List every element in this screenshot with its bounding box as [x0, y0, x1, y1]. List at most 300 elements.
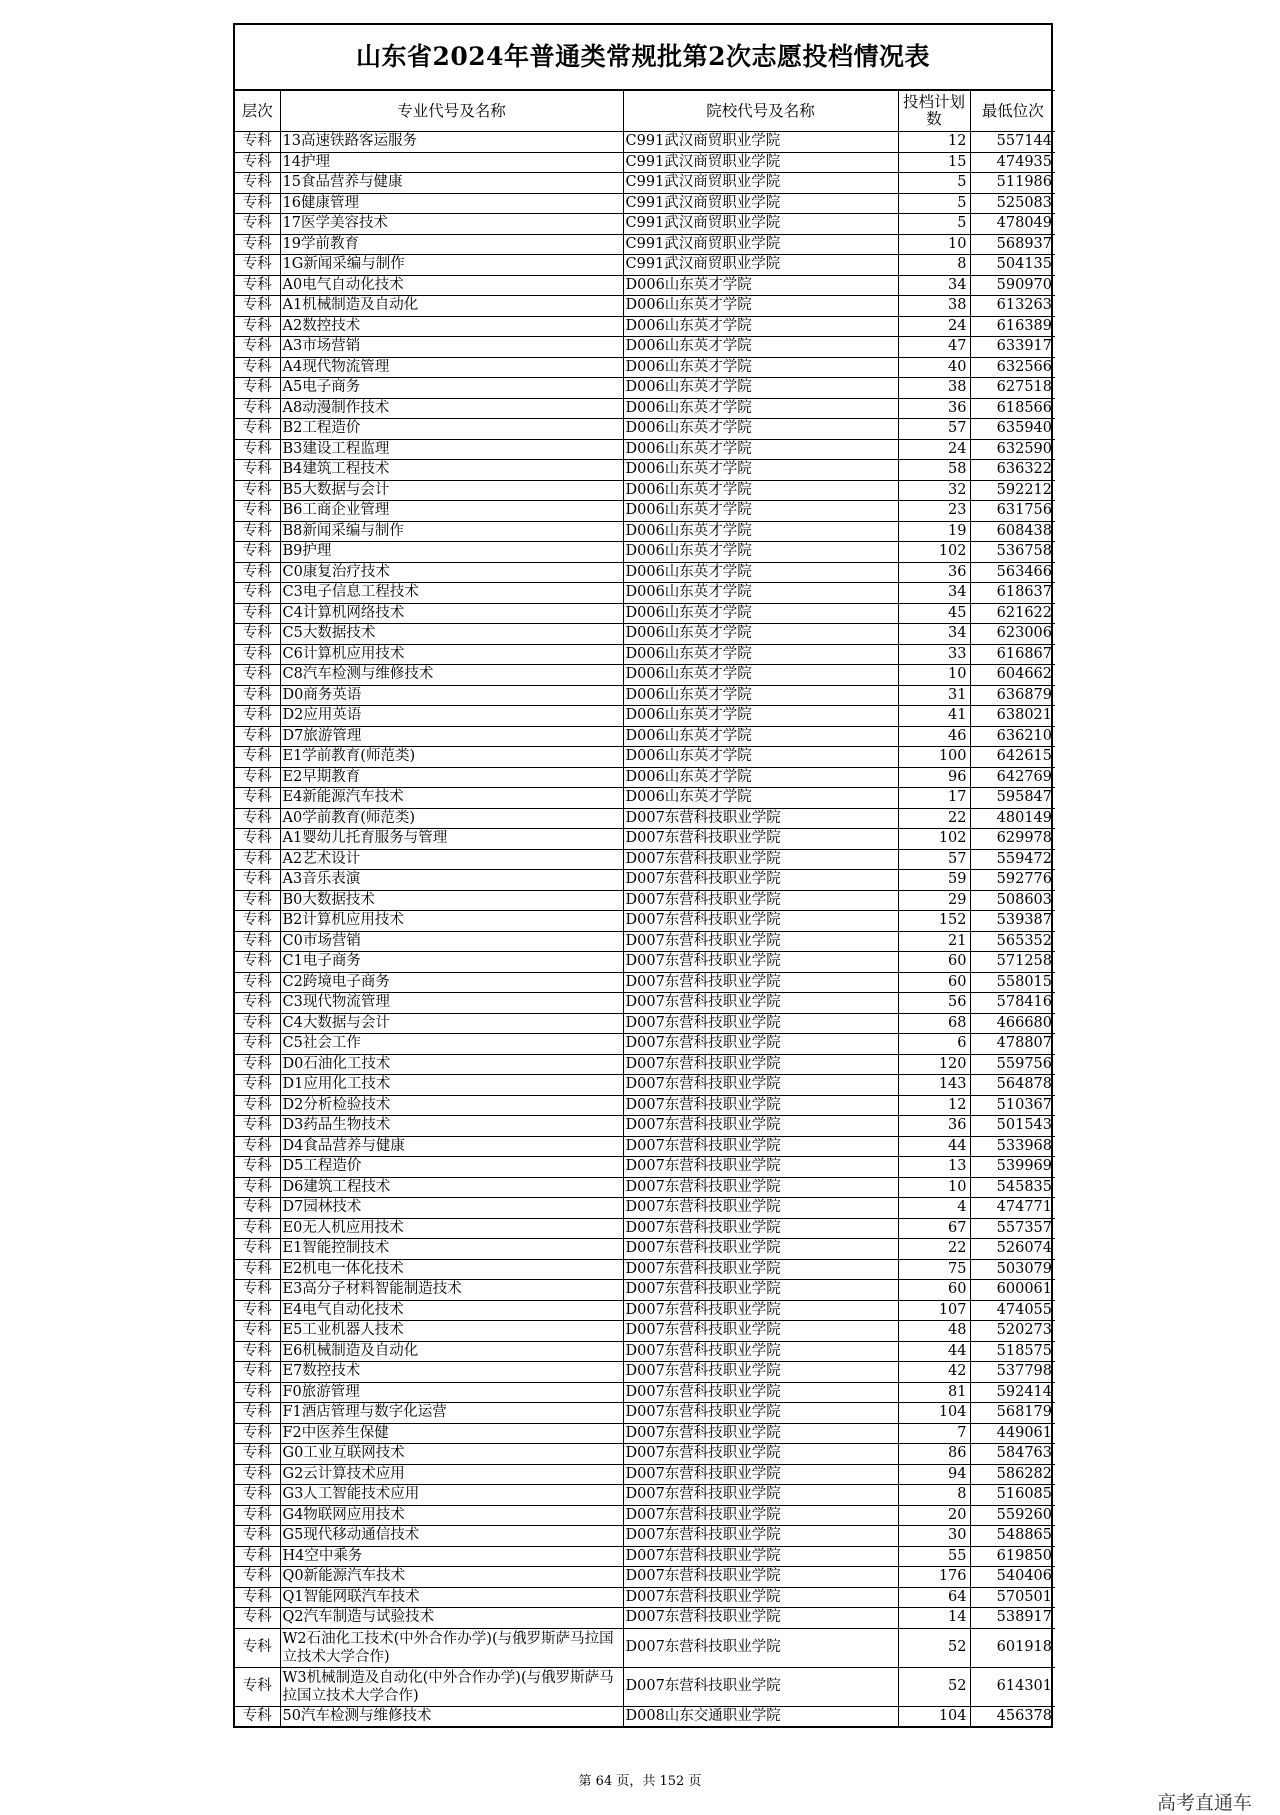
cell-level: 专科	[235, 993, 280, 1014]
cell-plan-count: 29	[898, 890, 970, 911]
cell-school: D006山东英才学院	[623, 767, 898, 788]
table-row	[235, 665, 1055, 686]
cell-plan-count: 36	[898, 1116, 970, 1137]
cell-school: D006山东英才学院	[623, 378, 898, 399]
cell-major: 16健康管理	[280, 193, 623, 214]
cell-min-rank: 520273	[970, 1321, 1055, 1342]
cell-plan-count: 176	[898, 1567, 970, 1588]
table-body	[235, 132, 1055, 1727]
table-row	[235, 501, 1055, 522]
cell-plan-count: 67	[898, 1218, 970, 1239]
cell-plan-count: 52	[898, 1667, 970, 1706]
cell-min-rank: 613263	[970, 296, 1055, 317]
cell-school: D006山东英才学院	[623, 665, 898, 686]
cell-major: D1应用化工技术	[280, 1075, 623, 1096]
cell-level: 专科	[235, 624, 280, 645]
cell-level: 专科	[235, 1013, 280, 1034]
cell-min-rank: 474771	[970, 1198, 1055, 1219]
table-row	[235, 1667, 1055, 1706]
cell-min-rank: 642615	[970, 747, 1055, 768]
cell-level: 专科	[235, 255, 280, 276]
cell-school: D006山东英才学院	[623, 644, 898, 665]
cell-min-rank: 539969	[970, 1157, 1055, 1178]
cell-major: C3电子信息工程技术	[280, 583, 623, 604]
table-row	[235, 870, 1055, 891]
cell-min-rank: 480149	[970, 808, 1055, 829]
cell-plan-count: 102	[898, 542, 970, 563]
cell-plan-count: 10	[898, 665, 970, 686]
cell-major: 15食品营养与健康	[280, 173, 623, 194]
cell-level: 专科	[235, 316, 280, 337]
cell-plan-count: 19	[898, 521, 970, 542]
table-row	[235, 1259, 1055, 1280]
cell-min-rank: 636210	[970, 726, 1055, 747]
cell-major: F0旅游管理	[280, 1382, 623, 1403]
cell-plan-count: 42	[898, 1362, 970, 1383]
cell-plan-count: 48	[898, 1321, 970, 1342]
cell-min-rank: 636879	[970, 685, 1055, 706]
cell-school: D006山东英才学院	[623, 480, 898, 501]
cell-min-rank: 478807	[970, 1034, 1055, 1055]
table-row	[235, 911, 1055, 932]
table-row	[235, 173, 1055, 194]
cell-school: D007东营科技职业学院	[623, 1485, 898, 1506]
cell-level: 专科	[235, 480, 280, 501]
table-row	[235, 439, 1055, 460]
cell-school: D007东营科技职业学院	[623, 1013, 898, 1034]
cell-plan-count: 14	[898, 1608, 970, 1629]
cell-min-rank: 558015	[970, 972, 1055, 993]
cell-plan-count: 100	[898, 747, 970, 768]
cell-plan-count: 34	[898, 624, 970, 645]
cell-plan-count: 21	[898, 931, 970, 952]
table-row	[235, 316, 1055, 337]
cell-min-rank: 623006	[970, 624, 1055, 645]
cell-level: 专科	[235, 398, 280, 419]
table-row	[235, 644, 1055, 665]
cell-plan-count: 60	[898, 972, 970, 993]
table-row	[235, 193, 1055, 214]
cell-major: D3药品生物技术	[280, 1116, 623, 1137]
cell-major: D5工程造价	[280, 1157, 623, 1178]
cell-min-rank: 578416	[970, 993, 1055, 1014]
cell-level: 专科	[235, 788, 280, 809]
cell-major: 50汽车检测与维修技术	[280, 1706, 623, 1726]
cell-school: D006山东英才学院	[623, 603, 898, 624]
table-row	[235, 706, 1055, 727]
cell-level: 专科	[235, 378, 280, 399]
cell-min-rank: 478049	[970, 214, 1055, 235]
table-row	[235, 132, 1055, 153]
cell-plan-count: 104	[898, 1706, 970, 1726]
cell-min-rank: 595847	[970, 788, 1055, 809]
table-row	[235, 1403, 1055, 1424]
cell-min-rank: 616389	[970, 316, 1055, 337]
cell-level: 专科	[235, 1628, 280, 1667]
cell-plan-count: 60	[898, 1280, 970, 1301]
cell-plan-count: 143	[898, 1075, 970, 1096]
cell-min-rank: 559756	[970, 1054, 1055, 1075]
cell-level: 专科	[235, 747, 280, 768]
cell-school: D007东营科技职业学院	[623, 911, 898, 932]
table-row	[235, 1095, 1055, 1116]
cell-plan-count: 107	[898, 1300, 970, 1321]
cell-min-rank: 545835	[970, 1177, 1055, 1198]
table-row	[235, 583, 1055, 604]
cell-school: D007东营科技职业学院	[623, 993, 898, 1014]
cell-plan-count: 94	[898, 1464, 970, 1485]
cell-plan-count: 15	[898, 152, 970, 173]
cell-plan-count: 44	[898, 1136, 970, 1157]
table-row	[235, 952, 1055, 973]
cell-min-rank: 501543	[970, 1116, 1055, 1137]
cell-level: 专科	[235, 1075, 280, 1096]
cell-major: B2工程造价	[280, 419, 623, 440]
cell-plan-count: 45	[898, 603, 970, 624]
cell-plan-count: 34	[898, 583, 970, 604]
cell-min-rank: 537798	[970, 1362, 1055, 1383]
cell-major: B8新闻采编与制作	[280, 521, 623, 542]
cell-school: D007东营科技职业学院	[623, 1505, 898, 1526]
cell-major: 17医学美容技术	[280, 214, 623, 235]
cell-level: 专科	[235, 1198, 280, 1219]
cell-level: 专科	[235, 439, 280, 460]
cell-min-rank: 557357	[970, 1218, 1055, 1239]
cell-level: 专科	[235, 1567, 280, 1588]
cell-level: 专科	[235, 132, 280, 153]
cell-major: 14护理	[280, 152, 623, 173]
cell-school: D006山东英才学院	[623, 296, 898, 317]
cell-min-rank: 619850	[970, 1546, 1055, 1567]
cell-major: C4大数据与会计	[280, 1013, 623, 1034]
cell-major: C4计算机网络技术	[280, 603, 623, 624]
cell-major: A2艺术设计	[280, 849, 623, 870]
cell-major: E5工业机器人技术	[280, 1321, 623, 1342]
cell-level: 专科	[235, 1321, 280, 1342]
cell-plan-count: 31	[898, 685, 970, 706]
cell-plan-count: 64	[898, 1587, 970, 1608]
cell-plan-count: 96	[898, 767, 970, 788]
cell-major: A3市场营销	[280, 337, 623, 358]
table-row	[235, 1300, 1055, 1321]
table-row	[235, 1034, 1055, 1055]
table-row	[235, 767, 1055, 788]
cell-plan-count: 8	[898, 1485, 970, 1506]
cell-school: D006山东英才学院	[623, 357, 898, 378]
cell-min-rank: 504135	[970, 255, 1055, 276]
cell-major: C5大数据技术	[280, 624, 623, 645]
cell-plan-count: 13	[898, 1157, 970, 1178]
cell-major: E2机电一体化技术	[280, 1259, 623, 1280]
cell-level: 专科	[235, 1505, 280, 1526]
cell-plan-count: 12	[898, 1095, 970, 1116]
cell-school: D007东营科技职业学院	[623, 1075, 898, 1096]
cell-min-rank: 508603	[970, 890, 1055, 911]
cell-school: D006山东英才学院	[623, 562, 898, 583]
table-row	[235, 296, 1055, 317]
cell-school: C991武汉商贸职业学院	[623, 214, 898, 235]
cell-major: B3建设工程监理	[280, 439, 623, 460]
cell-major: B5大数据与会计	[280, 480, 623, 501]
cell-level: 专科	[235, 972, 280, 993]
table-row	[235, 808, 1055, 829]
cell-school: D007东营科技职业学院	[623, 1280, 898, 1301]
cell-level: 专科	[235, 173, 280, 194]
cell-major: W3机械制造及自动化(中外合作办学)(与俄罗斯萨马拉国立技术大学合作)	[280, 1667, 623, 1706]
cell-major: E1智能控制技术	[280, 1239, 623, 1260]
cell-major: B2计算机应用技术	[280, 911, 623, 932]
cell-plan-count: 36	[898, 398, 970, 419]
cell-min-rank: 642769	[970, 767, 1055, 788]
cell-school: D007东营科技职业学院	[623, 1667, 898, 1706]
cell-school: D007东营科技职业学院	[623, 1526, 898, 1547]
cell-school: C991武汉商贸职业学院	[623, 234, 898, 255]
cell-school: D007东营科技职业学院	[623, 1218, 898, 1239]
cell-level: 专科	[235, 1403, 280, 1424]
cell-major: D2应用英语	[280, 706, 623, 727]
cell-major: F2中医养生保健	[280, 1423, 623, 1444]
cell-major: B9护理	[280, 542, 623, 563]
cell-min-rank: 635940	[970, 419, 1055, 440]
cell-level: 专科	[235, 542, 280, 563]
cell-major: B0大数据技术	[280, 890, 623, 911]
cell-plan-count: 86	[898, 1444, 970, 1465]
table-row	[235, 1280, 1055, 1301]
cell-major: C2跨境电子商务	[280, 972, 623, 993]
cell-min-rank: 629978	[970, 829, 1055, 850]
cell-major: C5社会工作	[280, 1034, 623, 1055]
cell-school: D007东营科技职业学院	[623, 1259, 898, 1280]
cell-school: D006山东英才学院	[623, 275, 898, 296]
cell-major: H4空中乘务	[280, 1546, 623, 1567]
cell-school: D007东营科技职业学院	[623, 1587, 898, 1608]
table-row	[235, 849, 1055, 870]
table-row	[235, 931, 1055, 952]
cell-min-rank: 608438	[970, 521, 1055, 542]
table-row	[235, 1341, 1055, 1362]
table-row	[235, 152, 1055, 173]
cell-school: D007东营科技职业学院	[623, 1362, 898, 1383]
cell-major: C0市场营销	[280, 931, 623, 952]
page-footer: 第 64 页，共 152 页	[578, 1774, 702, 1789]
cell-school: D006山东英才学院	[623, 583, 898, 604]
cell-major: E3高分子材料智能制造技术	[280, 1280, 623, 1301]
cell-major: D0商务英语	[280, 685, 623, 706]
cell-school: D006山东英才学院	[623, 501, 898, 522]
cell-major: D7旅游管理	[280, 726, 623, 747]
cell-school: D006山东英才学院	[623, 337, 898, 358]
cell-school: D007东营科技职业学院	[623, 972, 898, 993]
cell-major: D2分析检验技术	[280, 1095, 623, 1116]
cell-min-rank: 503079	[970, 1259, 1055, 1280]
cell-school: D007东营科技职业学院	[623, 1628, 898, 1667]
cell-major: E6机械制造及自动化	[280, 1341, 623, 1362]
cell-school: D006山东英才学院	[623, 316, 898, 337]
table-row	[235, 1136, 1055, 1157]
cell-plan-count: 22	[898, 1239, 970, 1260]
header-min-rank: 最低位次	[970, 91, 1055, 132]
cell-level: 专科	[235, 1177, 280, 1198]
cell-major: C8汽车检测与维修技术	[280, 665, 623, 686]
cell-major: C1电子商务	[280, 952, 623, 973]
table-row	[235, 1198, 1055, 1219]
cell-plan-count: 33	[898, 644, 970, 665]
cell-plan-count: 55	[898, 1546, 970, 1567]
cell-school: D007东营科技职业学院	[623, 952, 898, 973]
cell-major: E2早期教育	[280, 767, 623, 788]
cell-major: Q1智能网联汽车技术	[280, 1587, 623, 1608]
cell-min-rank: 533968	[970, 1136, 1055, 1157]
cell-major: A4现代物流管理	[280, 357, 623, 378]
cell-level: 专科	[235, 501, 280, 522]
cell-min-rank: 621622	[970, 603, 1055, 624]
cell-level: 专科	[235, 1280, 280, 1301]
cell-plan-count: 10	[898, 234, 970, 255]
cell-min-rank: 586282	[970, 1464, 1055, 1485]
table-row	[235, 1628, 1055, 1667]
cell-school: D007东营科技职业学院	[623, 1608, 898, 1629]
table-row	[235, 542, 1055, 563]
table-row	[235, 1075, 1055, 1096]
cell-school: D006山东英才学院	[623, 624, 898, 645]
cell-level: 专科	[235, 726, 280, 747]
cell-plan-count: 52	[898, 1628, 970, 1667]
cell-plan-count: 104	[898, 1403, 970, 1424]
cell-min-rank: 636322	[970, 460, 1055, 481]
cell-min-rank: 474935	[970, 152, 1055, 173]
table-row	[235, 1423, 1055, 1444]
cell-min-rank: 474055	[970, 1300, 1055, 1321]
cell-plan-count: 57	[898, 419, 970, 440]
cell-school: D007东营科技职业学院	[623, 1177, 898, 1198]
cell-level: 专科	[235, 1667, 280, 1706]
cell-major: W2石油化工技术(中外合作办学)(与俄罗斯萨马拉国立技术大学合作)	[280, 1628, 623, 1667]
table-row	[235, 562, 1055, 583]
page-title: 山东省2024年普通类常规批第2次志愿投档情况表	[235, 25, 1051, 90]
table-row	[235, 255, 1055, 276]
cell-min-rank: 564878	[970, 1075, 1055, 1096]
cell-school: D006山东英才学院	[623, 521, 898, 542]
cell-level: 专科	[235, 1464, 280, 1485]
cell-plan-count: 22	[898, 808, 970, 829]
cell-major: E4新能源汽车技术	[280, 788, 623, 809]
cell-major: A8动漫制作技术	[280, 398, 623, 419]
table-row	[235, 214, 1055, 235]
cell-plan-count: 56	[898, 993, 970, 1014]
table-row	[235, 234, 1055, 255]
cell-major: E4电气自动化技术	[280, 1300, 623, 1321]
cell-level: 专科	[235, 275, 280, 296]
cell-level: 专科	[235, 1587, 280, 1608]
cell-min-rank: 571258	[970, 952, 1055, 973]
cell-plan-count: 38	[898, 378, 970, 399]
cell-plan-count: 59	[898, 870, 970, 891]
cell-plan-count: 7	[898, 1423, 970, 1444]
cell-school: D006山东英才学院	[623, 460, 898, 481]
cell-plan-count: 20	[898, 1505, 970, 1526]
cell-school: D007东营科技职业学院	[623, 1403, 898, 1424]
cell-min-rank: 565352	[970, 931, 1055, 952]
cell-min-rank: 536758	[970, 542, 1055, 563]
table-row	[235, 1382, 1055, 1403]
cell-major: D7园林技术	[280, 1198, 623, 1219]
cell-plan-count: 32	[898, 480, 970, 501]
cell-school: D007东营科技职业学院	[623, 1239, 898, 1260]
cell-level: 专科	[235, 1423, 280, 1444]
table-row	[235, 726, 1055, 747]
cell-min-rank: 584763	[970, 1444, 1055, 1465]
cell-level: 专科	[235, 1362, 280, 1383]
cell-major: A0学前教育(师范类)	[280, 808, 623, 829]
cell-school: D006山东英才学院	[623, 726, 898, 747]
table-row	[235, 890, 1055, 911]
table-row	[235, 1218, 1055, 1239]
cell-level: 专科	[235, 952, 280, 973]
cell-plan-count: 12	[898, 132, 970, 153]
cell-plan-count: 8	[898, 255, 970, 276]
table-header-row	[235, 91, 1055, 132]
table-row	[235, 1362, 1055, 1383]
cell-min-rank: 456378	[970, 1706, 1055, 1726]
table-row	[235, 1444, 1055, 1465]
cell-school: D007东营科技职业学院	[623, 1157, 898, 1178]
table-row	[235, 460, 1055, 481]
table-row	[235, 1464, 1055, 1485]
cell-school: C991武汉商贸职业学院	[623, 255, 898, 276]
cell-major: G2云计算技术应用	[280, 1464, 623, 1485]
cell-min-rank: 632566	[970, 357, 1055, 378]
cell-level: 专科	[235, 1706, 280, 1726]
cell-school: C991武汉商贸职业学院	[623, 193, 898, 214]
cell-major: G0工业互联网技术	[280, 1444, 623, 1465]
cell-min-rank: 638021	[970, 706, 1055, 727]
cell-plan-count: 152	[898, 911, 970, 932]
table-row	[235, 1485, 1055, 1506]
header-major: 专业代号及名称	[280, 91, 623, 132]
cell-min-rank: 516085	[970, 1485, 1055, 1506]
cell-level: 专科	[235, 460, 280, 481]
cell-major: E0无人机应用技术	[280, 1218, 623, 1239]
admission-table-sheet	[233, 23, 1053, 1728]
cell-min-rank: 563466	[970, 562, 1055, 583]
table-row	[235, 972, 1055, 993]
cell-min-rank: 559260	[970, 1505, 1055, 1526]
cell-plan-count: 6	[898, 1034, 970, 1055]
cell-level: 专科	[235, 1341, 280, 1362]
cell-min-rank: 538917	[970, 1608, 1055, 1629]
table-row	[235, 788, 1055, 809]
table-row	[235, 419, 1055, 440]
cell-major: Q2汽车制造与试验技术	[280, 1608, 623, 1629]
cell-min-rank: 557144	[970, 132, 1055, 153]
cell-min-rank: 616867	[970, 644, 1055, 665]
table-row	[235, 357, 1055, 378]
table-row	[235, 1587, 1055, 1608]
cell-major: E1学前教育(师范类)	[280, 747, 623, 768]
cell-min-rank: 590970	[970, 275, 1055, 296]
cell-plan-count: 38	[898, 296, 970, 317]
cell-school: D007东营科技职业学院	[623, 1341, 898, 1362]
cell-min-rank: 466680	[970, 1013, 1055, 1034]
cell-school: C991武汉商贸职业学院	[623, 152, 898, 173]
table-row	[235, 1505, 1055, 1526]
cell-school: C991武汉商贸职业学院	[623, 132, 898, 153]
cell-level: 专科	[235, 1300, 280, 1321]
table-row	[235, 1054, 1055, 1075]
cell-plan-count: 47	[898, 337, 970, 358]
cell-major: G5现代移动通信技术	[280, 1526, 623, 1547]
cell-school: D006山东英才学院	[623, 419, 898, 440]
